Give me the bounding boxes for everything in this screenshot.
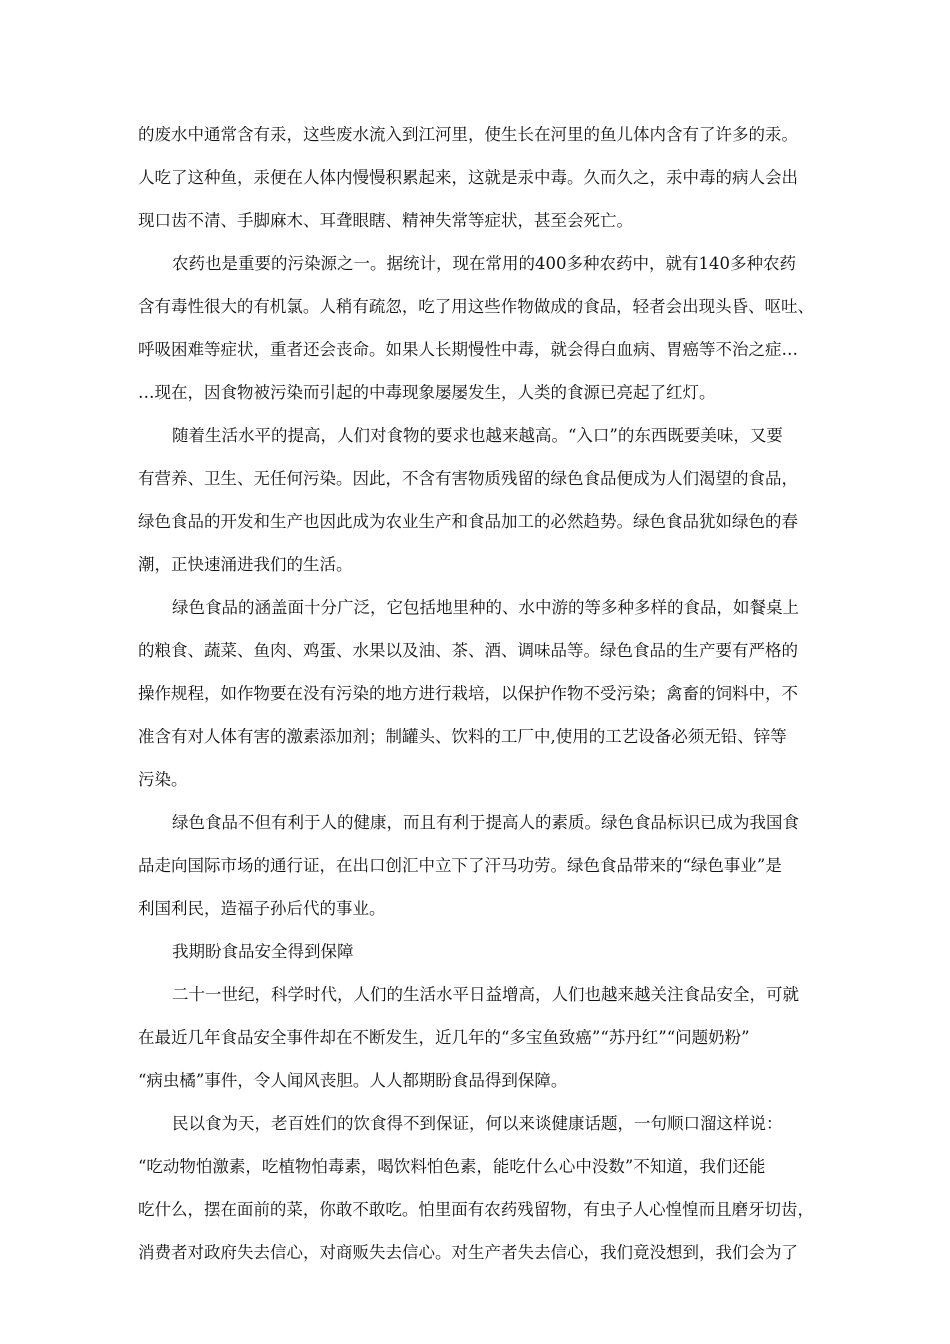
text-line xyxy=(0,636,950,666)
text-line-content: 的废水中通常含有汞，这些废水流入到江河里，使生长在河里的鱼儿体内含有了许多的汞。 xyxy=(138,125,798,144)
text-line xyxy=(0,808,950,838)
section-heading-text: 我期盼食品安全得到保障 xyxy=(172,942,354,961)
text-line xyxy=(0,765,950,795)
text-line xyxy=(0,292,950,322)
text-line xyxy=(0,1066,950,1096)
text-line-content: 绿色食品不但有利于人的健康，而且有利于提高人的素质。绿色食品标识已成为我国食 xyxy=(172,813,799,832)
text-line xyxy=(0,679,950,709)
text-line-content: 在最近几年食品安全事件却在不断发生，近几年的“多宝鱼致癌”“苏丹红”“问题奶粉” xyxy=(138,1028,750,1047)
text-line-content: 随着生活水平的提高，人们对食物的要求也越来越高。“入口”的东西既要美味，又要 xyxy=(172,426,783,445)
text-line xyxy=(0,1023,950,1053)
text-line xyxy=(0,507,950,537)
text-line-content: 现口齿不清、手脚麻木、耳聋眼瞎、精神失常等症状，甚至会死亡。 xyxy=(138,211,633,230)
text-line-content: 消费者对政府失去信心，对商贩失去信心。对生产者失去信心，我们竟没想到，我们会为了 xyxy=(138,1243,798,1262)
text-line xyxy=(0,249,950,279)
section-heading xyxy=(0,937,950,967)
text-line xyxy=(0,335,950,365)
text-line-content: 绿色食品的开发和生产也因此成为农业生产和食品加工的必然趋势。绿色食品犹如绿色的春 xyxy=(138,512,798,531)
text-line-content: “病虫橘”事件，令人闻风丧胆。人人都期盼食品得到保障。 xyxy=(138,1071,568,1090)
text-line xyxy=(0,722,950,752)
text-line-content: 污染。 xyxy=(138,770,188,789)
text-line-content: “吃动物怕激素，吃植物怕毒素，喝饮料怕色素，能吃什么心中没数”不知道，我们还能 xyxy=(138,1157,766,1176)
text-line xyxy=(0,550,950,580)
text-line-content: 品走向国际市场的通行证，在出口创汇中立下了汗马功劳。绿色食品带来的“绿色事业”是 xyxy=(138,856,782,875)
text-line xyxy=(0,1109,950,1139)
text-line xyxy=(0,593,950,623)
text-line xyxy=(0,851,950,881)
text-line xyxy=(0,163,950,193)
text-line-content: 准含有对人体有害的激素添加剂；制罐头、饮料的工厂中,使用的工艺设备必须无铅、锌等 xyxy=(138,727,787,746)
text-line xyxy=(0,1238,950,1268)
text-line-content: 呼吸困难等症状，重者还会丧命。如果人长期慢性中毒，就会得白血病、胃癌等不治之症… xyxy=(138,340,798,359)
text-line-content: 操作规程，如作物要在没有污染的地方进行栽培，以保护作物不受污染；禽畜的饲料中，不 xyxy=(138,684,798,703)
text-line xyxy=(0,1152,950,1182)
text-line xyxy=(0,206,950,236)
text-line xyxy=(0,378,950,408)
text-line-content: 的粮食、蔬菜、鱼肉、鸡蛋、水果以及油、茶、酒、调味品等。绿色食品的生产要有严格的 xyxy=(138,641,798,660)
text-line xyxy=(0,894,950,924)
text-line xyxy=(0,120,950,150)
text-line-content: 农药也是重要的污染源之一。据统计，现在常用的400多种农药中，就有140多种农药 xyxy=(172,254,796,273)
text-line-content: 吃什么，摆在面前的菜，你敢不敢吃。怕里面有农药残留物，有虫子人心惶惶而且磨牙切齿， xyxy=(138,1200,815,1219)
text-line xyxy=(0,1195,950,1225)
text-line-content: 人吃了这种鱼，汞便在人体内慢慢积累起来，这就是汞中毒。久而久之，汞中毒的病人会出 xyxy=(138,168,798,187)
text-line-content: 绿色食品的涵盖面十分广泛，它包括地里种的、水中游的等多种多样的食品，如餐桌上 xyxy=(172,598,799,617)
text-line-content: 含有毒性很大的有机氯。人稍有疏忽，吃了用这些作物做成的食品，轻者会出现头昏、呕吐、 xyxy=(138,297,815,316)
text-line-content: 有营养、卫生、无任何污染。因此，不含有害物质残留的绿色食品便成为人们渴望的食品， xyxy=(138,469,798,488)
text-line xyxy=(0,464,950,494)
text-line-content: …现在，因食物被污染而引起的中毒现象屡屡发生，人类的食源已亮起了红灯。 xyxy=(138,383,716,402)
text-line xyxy=(0,421,950,451)
text-line xyxy=(0,980,950,1010)
text-line-content: 利国利民，造福子孙后代的事业。 xyxy=(138,899,386,918)
text-line-content: 潮，正快速涌进我们的生活。 xyxy=(138,555,353,574)
text-line-content: 二十一世纪，科学时代，人们的生活水平日益增高，人们也越来越关注食品安全，可就 xyxy=(172,985,799,1004)
text-line-content: 民以食为天，老百姓们的饮食得不到保证，何以来谈健康话题，一句顺口溜这样说： xyxy=(172,1114,783,1133)
